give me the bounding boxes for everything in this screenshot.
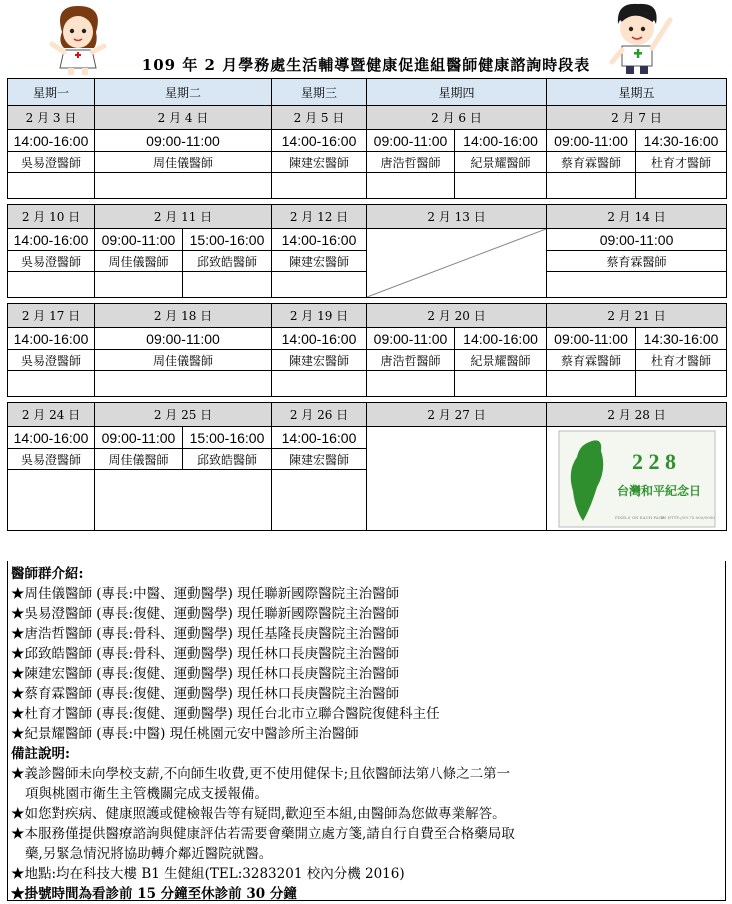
schedule-table [7,78,727,531]
doctor-intro-line: ★蔡育霖醫師 (專長:復健、運動醫學) 現任林口長庚醫院主治醫師 [11,686,400,702]
date-cell: 2 月 28 日 [547,403,727,427]
badge-small-right: IN HTTP://59.70.000/0000 [660,514,715,520]
date-row [8,106,727,130]
time-row [8,130,727,152]
doctor-cell: 吳易澄醫師 [8,251,95,272]
peace-memorial-day-badge [557,429,717,529]
time-cell: 15:00-16:00 [183,427,272,449]
date-cell: 2 月 3 日 [8,106,95,130]
doctor-cell: 蔡育霖醫師 [547,152,636,173]
time-cell: 09:00-11:00 [95,130,272,152]
notes-section [7,561,726,901]
date-cell: 2 月 14 日 [547,205,727,229]
date-cell: 2 月 12 日 [272,205,367,229]
date-cell: 2 月 21 日 [547,304,727,328]
blank-row [8,371,727,397]
notes-heading: 備註說明: [11,746,70,762]
date-cell: 2 月 5 日 [272,106,367,130]
date-cell: 2 月 27 日 [367,403,547,427]
final-note: ★掛號時間為看診前 15 分鐘至休診前 30 分鐘 [11,886,297,902]
time-cell: 14:00-16:00 [8,130,95,152]
day-header-thu: 星期四 [367,79,547,106]
time-cell: 14:00-16:00 [272,328,367,350]
note-line: ★本服務僅提供醫療諮詢與健康評估若需要會藥開立處方箋,請自行自費至合格藥局取 [11,826,515,842]
doctor-intro-line: ★紀景耀醫師 (專長:中醫) 現任桃園元安中醫診所主治醫師 [11,726,359,742]
date-cell: 2 月 19 日 [272,304,367,328]
time-cell: 14:30-16:00 [636,328,727,350]
doctor-cell: 陳建宏醫師 [272,350,367,371]
time-cell: 09:00-11:00 [95,328,272,350]
doctor-cell: 杜育才醫師 [636,152,727,173]
doctor-intro-line: ★杜育才醫師 (專長:復健、運動醫學) 現任台北市立聯合醫院復健科主任 [11,706,440,722]
page-title: 109 年 2 月學務處生活輔導暨健康促進組醫師健康諮詢時段表 [141,56,591,74]
doctor-cell: 紀景耀醫師 [455,350,547,371]
time-cell: 09:00-11:00 [547,130,636,152]
doctor-intro-line: ★吳易澄醫師 (專長:復健、運動醫學) 現任聯新國際醫院主治醫師 [11,606,400,622]
time-cell: 14:00-16:00 [455,328,547,350]
day-header-fri: 星期五 [547,79,727,106]
time-cell: 09:00-11:00 [547,229,727,251]
date-cell: 2 月 11 日 [95,205,272,229]
badge-text: 台灣和平紀念日 [616,483,701,498]
time-cell: 09:00-11:00 [547,328,636,350]
doctor-cell: 吳易澄醫師 [8,152,95,173]
note-line: ★義診醫師未向學校支薪,不向師生收費,更不使用健保卡;且依醫師法第八條之二第一 [11,766,511,782]
doctor-cell: 邱致皓醫師 [183,251,272,272]
doctor-cell: 紀景耀醫師 [455,152,547,173]
time-cell: 14:00-16:00 [455,130,547,152]
doctor-row [8,350,727,371]
doctor-intro-line: ★陳建宏醫師 (專長:復健、運動醫學) 現任林口長庚醫院主治醫師 [11,666,400,682]
day-header-tue: 星期二 [95,79,272,106]
time-cell: 14:00-16:00 [272,427,367,449]
doctor-cell: 吳易澄醫師 [8,449,95,470]
doctor-cell: 陳建宏醫師 [272,152,367,173]
time-row [8,328,727,350]
date-cell: 2 月 20 日 [367,304,547,328]
doctor-cell: 周佳儀醫師 [95,251,183,272]
date-cell: 2 月 17 日 [8,304,95,328]
doctor-cell: 蔡育霖醫師 [547,251,727,272]
no-session-cell [367,229,547,298]
time-cell: 14:00-16:00 [8,427,95,449]
day-header-wed: 星期三 [272,79,367,106]
doctor-cell: 周佳儀醫師 [95,449,183,470]
date-row [8,403,727,427]
note-line: ★如您對疾病、健康照護或健檢報告等有疑問,歡迎至本組,由醫師為您做專業解答。 [11,806,506,822]
time-cell: 14:00-16:00 [8,328,95,350]
date-cell: 2 月 10 日 [8,205,95,229]
time-cell: 09:00-11:00 [95,229,183,251]
note-line-cont: 藥,另緊急情況將協助轉介鄰近醫院就醫。 [25,846,273,862]
time-cell: 14:00-16:00 [8,229,95,251]
time-cell: 14:00-16:00 [272,130,367,152]
time-cell: 09:00-11:00 [95,427,183,449]
date-cell: 2 月 24 日 [8,403,95,427]
holiday-empty-cell [367,427,547,531]
time-cell: 14:00-16:00 [272,229,367,251]
note-line-cont: 項與桃園市衛生主管機關完成支援報備。 [25,786,268,802]
time-cell: 15:00-16:00 [183,229,272,251]
time-row [8,427,727,449]
doctor-cell: 周佳儀醫師 [95,152,272,173]
time-row [8,229,727,251]
date-cell: 2 月 26 日 [272,403,367,427]
badge-small-left: PIXELS ON EACH PAGE [614,514,665,520]
date-cell: 2 月 4 日 [95,106,272,130]
doctor-intro-line: ★周佳儀醫師 (專長:中醫、運動醫學) 現任聯新國際醫院主治醫師 [11,586,400,602]
date-row [8,304,727,328]
blank-row [8,173,727,199]
diagonal-line [367,229,546,297]
doctor-cell: 吳易澄醫師 [8,350,95,371]
time-cell: 09:00-11:00 [367,130,455,152]
date-cell: 2 月 13 日 [367,205,547,229]
date-cell: 2 月 18 日 [95,304,272,328]
date-row [8,205,727,229]
weekday-header-row [8,79,727,106]
doctor-intro-line: ★唐浩哲醫師 (專長:骨科、運動醫學) 現任基隆長庚醫院主治醫師 [11,626,400,642]
holiday-badge-cell [547,427,727,531]
doctor-cell: 陳建宏醫師 [272,251,367,272]
doctor-cell: 周佳儀醫師 [95,350,272,371]
badge-digits: 2 2 8 [631,448,676,474]
doctor-cell: 陳建宏醫師 [272,449,367,470]
doctor-row [8,152,727,173]
doctor-cell: 杜育才醫師 [636,350,727,371]
doctor-cell: 唐浩哲醫師 [367,350,455,371]
doctor-cell: 蔡育霖醫師 [547,350,636,371]
doctor-cell: 唐浩哲醫師 [367,152,455,173]
time-cell: 09:00-11:00 [367,328,455,350]
time-cell: 14:30-16:00 [636,130,727,152]
date-cell: 2 月 7 日 [547,106,727,130]
note-line: ★地點:均在科技大樓 B1 生健組(TEL:3283201 校內分機 2016) [11,866,405,882]
doctor-intro-line: ★邱致皓醫師 (專長:骨科、運動醫學) 現任林口長庚醫院主治醫師 [11,646,400,662]
intro-heading: 醫師群介紹: [11,566,84,582]
day-header-mon: 星期一 [8,79,95,106]
date-cell: 2 月 25 日 [95,403,272,427]
date-cell: 2 月 6 日 [367,106,547,130]
doctor-cell: 邱致皓醫師 [183,449,272,470]
